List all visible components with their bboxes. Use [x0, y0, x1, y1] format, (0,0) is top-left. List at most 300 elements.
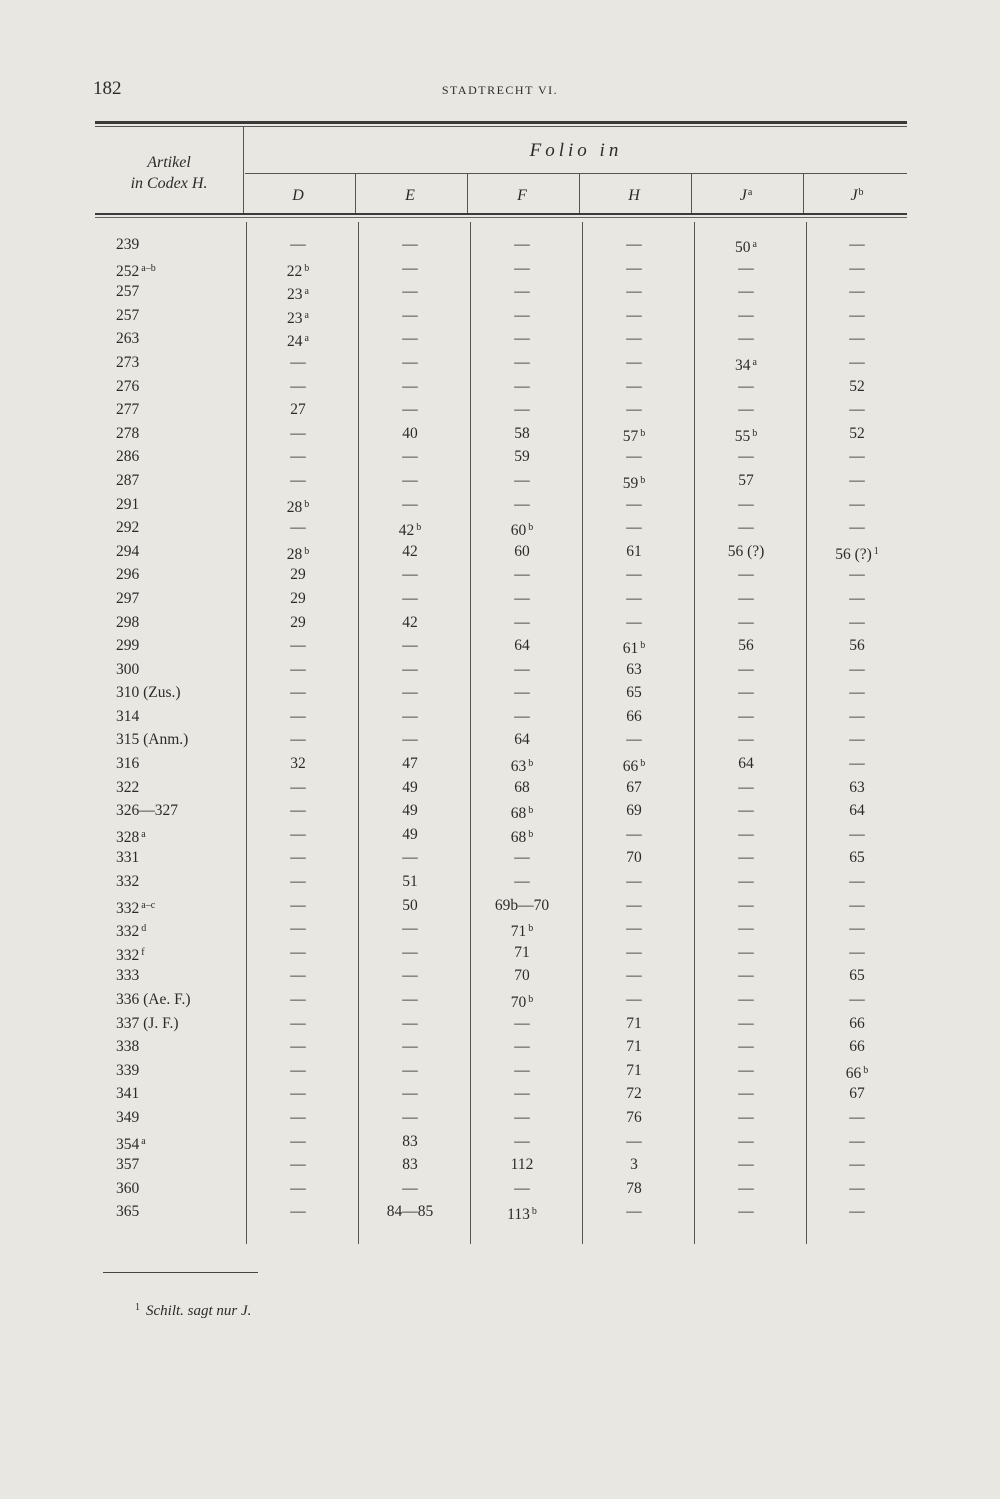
artikel-cell	[116, 257, 246, 284]
folio-cell	[468, 1153, 576, 1177]
folio-value: —	[626, 566, 642, 584]
folio-value: —	[738, 519, 754, 537]
folio-cell	[356, 634, 464, 658]
folio-cell	[356, 1130, 464, 1154]
folio-cell	[803, 705, 911, 729]
folio-value: —	[290, 1156, 306, 1174]
folio-cell	[244, 280, 352, 307]
folio-cell	[244, 964, 352, 988]
folio-cell	[244, 304, 352, 331]
folio-value: 32	[290, 755, 306, 773]
artikel-superscript: a–b	[141, 262, 156, 274]
column-header-5	[803, 187, 911, 205]
artikel-cell	[116, 304, 246, 328]
folio-value: 112	[510, 1156, 534, 1174]
folio-cell	[692, 1200, 800, 1224]
folio-value: 65	[849, 849, 865, 867]
folio-value: 42	[402, 613, 418, 631]
table-row	[0, 846, 1000, 870]
artikel-number: 294	[116, 542, 140, 560]
folio-cell	[803, 634, 911, 658]
folio-value: —	[402, 967, 418, 985]
folio-value: —	[738, 1061, 754, 1079]
folio-cell	[803, 964, 911, 988]
folio-value: 69	[626, 802, 642, 820]
folio-value: —	[626, 401, 642, 419]
folio-cell	[468, 1106, 576, 1130]
folio-cell	[244, 398, 352, 422]
folio-value: 69b—70	[494, 896, 550, 914]
folio-value: —	[290, 896, 306, 914]
folio-cell	[356, 280, 464, 304]
folio-cell	[468, 894, 576, 918]
folio-cell	[356, 658, 464, 682]
folio-value: —	[849, 471, 865, 489]
artikel-superscript: a	[141, 1135, 146, 1147]
folio-value: 71	[514, 943, 530, 961]
folio-cell	[244, 634, 352, 658]
folio-value: 66	[849, 1038, 865, 1056]
folio-cell	[244, 776, 352, 800]
folio-value: —	[738, 991, 754, 1008]
folio-value: —	[514, 471, 530, 489]
folio-cell	[468, 988, 576, 1015]
table-row	[0, 563, 1000, 587]
folio-value: —	[514, 566, 530, 584]
folio-value: 29	[290, 589, 306, 607]
folio-value: —	[738, 1156, 754, 1174]
folio-value: 34	[735, 356, 751, 374]
folio-cell	[580, 799, 688, 823]
table-row	[0, 681, 1000, 705]
artikel-number: 292	[116, 519, 140, 537]
folio-value: —	[849, 943, 865, 961]
folio-value: 66	[622, 758, 639, 776]
folio-cell	[692, 304, 800, 328]
folio-value: 60	[510, 522, 527, 540]
folio-value: —	[290, 424, 306, 442]
artikel-superscript: d	[141, 923, 147, 935]
folio-cell	[244, 469, 352, 493]
column-header-label: E	[405, 187, 415, 204]
folio-value: —	[849, 731, 865, 749]
artikel-cell	[116, 1153, 246, 1177]
folio-cell	[580, 351, 688, 375]
folio-value: 64	[514, 731, 530, 749]
artikel-number: 296	[116, 566, 140, 584]
folio-value: —	[738, 1085, 754, 1103]
folio-cell	[580, 1035, 688, 1059]
folio-cell	[692, 398, 800, 422]
folio-cell	[468, 728, 576, 752]
artikel-number: 336 (Ae. F.)	[116, 991, 191, 1008]
folio-value: —	[402, 377, 418, 395]
folio-cell	[580, 705, 688, 729]
folio-cell	[692, 705, 800, 729]
folio-value: 49	[402, 825, 418, 843]
artikel-number: 357	[116, 1156, 140, 1174]
folio-cell	[803, 327, 911, 351]
folio-cell	[356, 705, 464, 729]
folio-value: 52	[849, 424, 865, 442]
table-row	[0, 1106, 1000, 1130]
folio-cell	[803, 540, 911, 567]
folio-cell	[803, 658, 911, 682]
table-row	[0, 1177, 1000, 1201]
column-header-3	[580, 187, 688, 205]
artikel-cell	[116, 1200, 246, 1224]
folio-value: —	[849, 589, 865, 607]
folio-value: —	[738, 825, 754, 843]
folio-cell	[356, 870, 464, 894]
folio-value: —	[514, 236, 530, 253]
folio-value: —	[290, 778, 306, 796]
folio-cell	[803, 445, 911, 469]
table-row	[0, 351, 1000, 375]
folio-value: —	[849, 1156, 865, 1174]
artikel-number: 332	[116, 923, 140, 941]
folio-cell	[356, 540, 464, 564]
folio-value: —	[738, 495, 754, 513]
folio-cell	[580, 1012, 688, 1036]
table-header-bottom-rule	[95, 213, 907, 215]
folio-cell	[692, 1035, 800, 1059]
folio-value: 67	[849, 1085, 865, 1103]
folio-value: —	[402, 991, 418, 1008]
folio-value: —	[290, 660, 306, 678]
artikel-cell	[116, 728, 246, 752]
folio-cell	[803, 846, 911, 870]
artikel-cell	[116, 823, 246, 850]
folio-cell	[468, 1082, 576, 1106]
folio-cell	[803, 422, 911, 446]
folio-superscript: b	[640, 640, 646, 652]
folio-cell	[803, 799, 911, 823]
folio-value: 70	[510, 994, 527, 1011]
folio-cell	[468, 752, 576, 779]
folio-cell	[692, 445, 800, 469]
folio-value: —	[514, 283, 530, 301]
folio-cell	[803, 728, 911, 752]
folio-cell	[244, 894, 352, 918]
folio-value: —	[738, 731, 754, 749]
artikel-cell	[116, 375, 246, 399]
folio-cell	[356, 257, 464, 281]
table-body	[0, 233, 1000, 1224]
artikel-cell	[116, 846, 246, 870]
folio-cell	[244, 752, 352, 776]
folio-cell	[356, 1153, 464, 1177]
folio-value: 72	[626, 1085, 642, 1103]
folio-cell	[692, 634, 800, 658]
folio-cell	[356, 941, 464, 965]
artikel-number: 341	[116, 1085, 140, 1103]
folio-cell	[803, 988, 911, 1012]
folio-cell	[468, 1177, 576, 1201]
folio-value: —	[626, 236, 642, 253]
folio-cell	[244, 658, 352, 682]
table-header-bottom-rule-thin	[95, 217, 907, 218]
folio-cell	[244, 233, 352, 257]
folio-cell	[356, 375, 464, 399]
table-row	[0, 823, 1000, 847]
folio-cell	[244, 351, 352, 375]
folio-cell	[692, 280, 800, 304]
folio-cell	[244, 1200, 352, 1224]
folio-cell	[244, 1130, 352, 1154]
folio-value: —	[402, 236, 418, 253]
folio-value: —	[626, 873, 642, 891]
artikel-cell	[116, 870, 246, 894]
column-header-superscript: b	[858, 187, 864, 198]
folio-value: —	[849, 306, 865, 324]
folio-value: 55	[734, 427, 751, 445]
folio-value: 49	[402, 778, 418, 796]
folio-cell	[356, 1012, 464, 1036]
folio-cell	[356, 398, 464, 422]
folio-value: 66	[849, 1014, 865, 1032]
folio-value: 71	[626, 1038, 642, 1056]
artikel-number: 360	[116, 1179, 140, 1197]
folio-value: —	[738, 377, 754, 395]
artikel-number: 263	[116, 330, 140, 348]
folio-cell	[692, 752, 800, 776]
folio-cell	[244, 1106, 352, 1130]
table-row	[0, 327, 1000, 351]
folio-cell	[692, 870, 800, 894]
folio-cell	[356, 752, 464, 776]
folio-cell	[244, 493, 352, 520]
artikel-number: 314	[116, 707, 140, 725]
artikel-superscript: f	[141, 946, 145, 958]
folio-superscript: b	[863, 1064, 869, 1076]
folio-value: —	[849, 519, 865, 537]
folio-value: —	[402, 849, 418, 867]
folio-cell	[468, 233, 576, 257]
folio-cell	[803, 304, 911, 328]
folio-value: —	[849, 259, 865, 277]
folio-value: —	[514, 1085, 530, 1103]
folio-cell	[356, 493, 464, 517]
folio-value: —	[626, 330, 642, 348]
folio-value: —	[514, 589, 530, 607]
folio-value: —	[738, 778, 754, 796]
folio-superscript: a	[304, 333, 309, 345]
folio-superscript: b	[304, 498, 310, 510]
folio-value: 68	[514, 778, 530, 796]
folio-value: —	[849, 1132, 865, 1150]
folio-cell	[692, 257, 800, 281]
artikel-cell	[116, 941, 246, 968]
table-row	[0, 280, 1000, 304]
folio-value: 61	[622, 640, 639, 658]
folio-value: —	[514, 660, 530, 678]
folio-value: —	[514, 613, 530, 631]
artikel-cell	[116, 493, 246, 517]
folio-cell	[580, 728, 688, 752]
folio-value: —	[290, 1038, 306, 1056]
artikel-number: 239	[116, 236, 140, 253]
folio-value: 50	[735, 239, 751, 256]
folio-cell	[468, 658, 576, 682]
folio-cell	[356, 894, 464, 918]
folio-cell	[468, 634, 576, 658]
folio-value: —	[402, 1061, 418, 1079]
folio-value: —	[402, 283, 418, 301]
folio-value: —	[290, 707, 306, 725]
folio-cell	[580, 422, 688, 449]
table-row	[0, 1153, 1000, 1177]
folio-cell	[244, 422, 352, 446]
folio-cell	[692, 563, 800, 587]
folio-cell	[692, 776, 800, 800]
folio-value: —	[290, 991, 306, 1008]
artikel-cell	[116, 422, 246, 446]
folio-superscript: b	[528, 923, 534, 935]
folio-value: —	[849, 613, 865, 631]
folio-value: —	[402, 1108, 418, 1126]
folio-superscript: a	[304, 286, 309, 298]
folio-cell	[468, 445, 576, 469]
table-row	[0, 587, 1000, 611]
folio-cell	[356, 327, 464, 351]
folio-value: 52	[849, 377, 865, 395]
artikel-cell	[116, 799, 246, 823]
folio-value: —	[849, 684, 865, 702]
folio-value: —	[290, 731, 306, 749]
folio-value: —	[626, 1132, 642, 1150]
artikel-cell	[116, 398, 246, 422]
folio-cell	[468, 1012, 576, 1036]
artikel-cell	[116, 988, 246, 1012]
folio-value: 3	[630, 1156, 638, 1174]
folio-value: 42	[398, 522, 415, 540]
folio-value: —	[514, 330, 530, 348]
folio-value: 71	[510, 923, 527, 941]
folio-value: 29	[290, 613, 306, 631]
folio-cell	[580, 280, 688, 304]
folio-value: —	[290, 1085, 306, 1103]
folio-value: —	[514, 1179, 530, 1197]
folio-cell	[692, 681, 800, 705]
running-title: STADTRECHT VI.	[441, 83, 559, 97]
folio-cell	[468, 776, 576, 800]
table-row	[0, 941, 1000, 965]
folio-value: 113	[507, 1206, 530, 1224]
folio-cell	[468, 493, 576, 517]
folio-value: —	[402, 684, 418, 702]
artikel-cell	[116, 1035, 246, 1059]
folio-value: 70	[626, 849, 642, 867]
folio-superscript: b	[528, 994, 534, 1005]
column-header-label: H	[628, 187, 640, 204]
folio-cell	[580, 493, 688, 517]
folio-cell	[468, 1130, 576, 1154]
artikel-cell	[116, 776, 246, 800]
table-row	[0, 493, 1000, 517]
folio-cell	[803, 917, 911, 941]
folio-value: 23	[287, 309, 303, 327]
artikel-number: 297	[116, 589, 140, 607]
folio-value: —	[738, 873, 754, 891]
folio-value: —	[626, 448, 642, 466]
folio-superscript: b	[416, 522, 422, 534]
folio-value: 68	[510, 805, 527, 823]
folio-cell	[468, 611, 576, 635]
artikel-number: 339	[116, 1061, 140, 1079]
folio-cell	[803, 1153, 911, 1177]
folio-value: 63	[849, 778, 865, 796]
artikel-cell	[116, 233, 246, 257]
folio-value: —	[738, 401, 754, 419]
folio-value: —	[290, 943, 306, 961]
folio-cell	[468, 375, 576, 399]
folio-cell	[468, 351, 576, 375]
table-row	[0, 634, 1000, 658]
column-divider-header	[467, 173, 468, 213]
folio-cell	[468, 681, 576, 705]
folio-value: 29	[290, 566, 306, 584]
folio-value: 49	[402, 802, 418, 820]
folio-superscript: b	[640, 474, 646, 486]
table-row	[0, 375, 1000, 399]
folio-value: —	[738, 283, 754, 301]
folio-value: —	[849, 1203, 865, 1221]
folio-cell	[580, 233, 688, 257]
folio-value: —	[849, 991, 865, 1008]
folio-cell	[803, 469, 911, 493]
artikel-cell	[116, 752, 246, 776]
folio-superscript: b	[640, 427, 646, 439]
folio-value: 60	[514, 542, 530, 560]
folio-cell	[356, 233, 464, 257]
folio-value: —	[626, 377, 642, 395]
artikel-number: 331	[116, 849, 140, 867]
folio-value: 66	[845, 1064, 862, 1082]
folio-value: —	[849, 896, 865, 914]
folio-group-rule	[245, 173, 907, 174]
folio-value: —	[290, 849, 306, 867]
table-row	[0, 894, 1000, 918]
folio-cell	[580, 964, 688, 988]
artikel-cell	[116, 1106, 246, 1130]
folio-cell	[580, 634, 688, 661]
folio-cell	[468, 280, 576, 304]
folio-cell	[692, 233, 800, 260]
artikel-cell	[116, 1177, 246, 1201]
table-row	[0, 1035, 1000, 1059]
folio-cell	[468, 516, 576, 543]
folio-cell	[244, 563, 352, 587]
table-row	[0, 516, 1000, 540]
folio-value: —	[849, 566, 865, 584]
folio-cell	[692, 799, 800, 823]
folio-cell	[803, 1130, 911, 1154]
folio-value: 50	[402, 896, 418, 914]
folio-cell	[580, 469, 688, 496]
folio-cell	[244, 375, 352, 399]
folio-cell	[468, 964, 576, 988]
folio-cell	[356, 823, 464, 847]
column-divider-header	[803, 173, 804, 213]
folio-value: —	[626, 283, 642, 301]
folio-value: —	[738, 613, 754, 631]
folio-cell	[692, 422, 800, 449]
folio-value: 83	[402, 1132, 418, 1150]
folio-value: —	[738, 684, 754, 702]
folio-cell	[468, 587, 576, 611]
folio-cell	[692, 823, 800, 847]
